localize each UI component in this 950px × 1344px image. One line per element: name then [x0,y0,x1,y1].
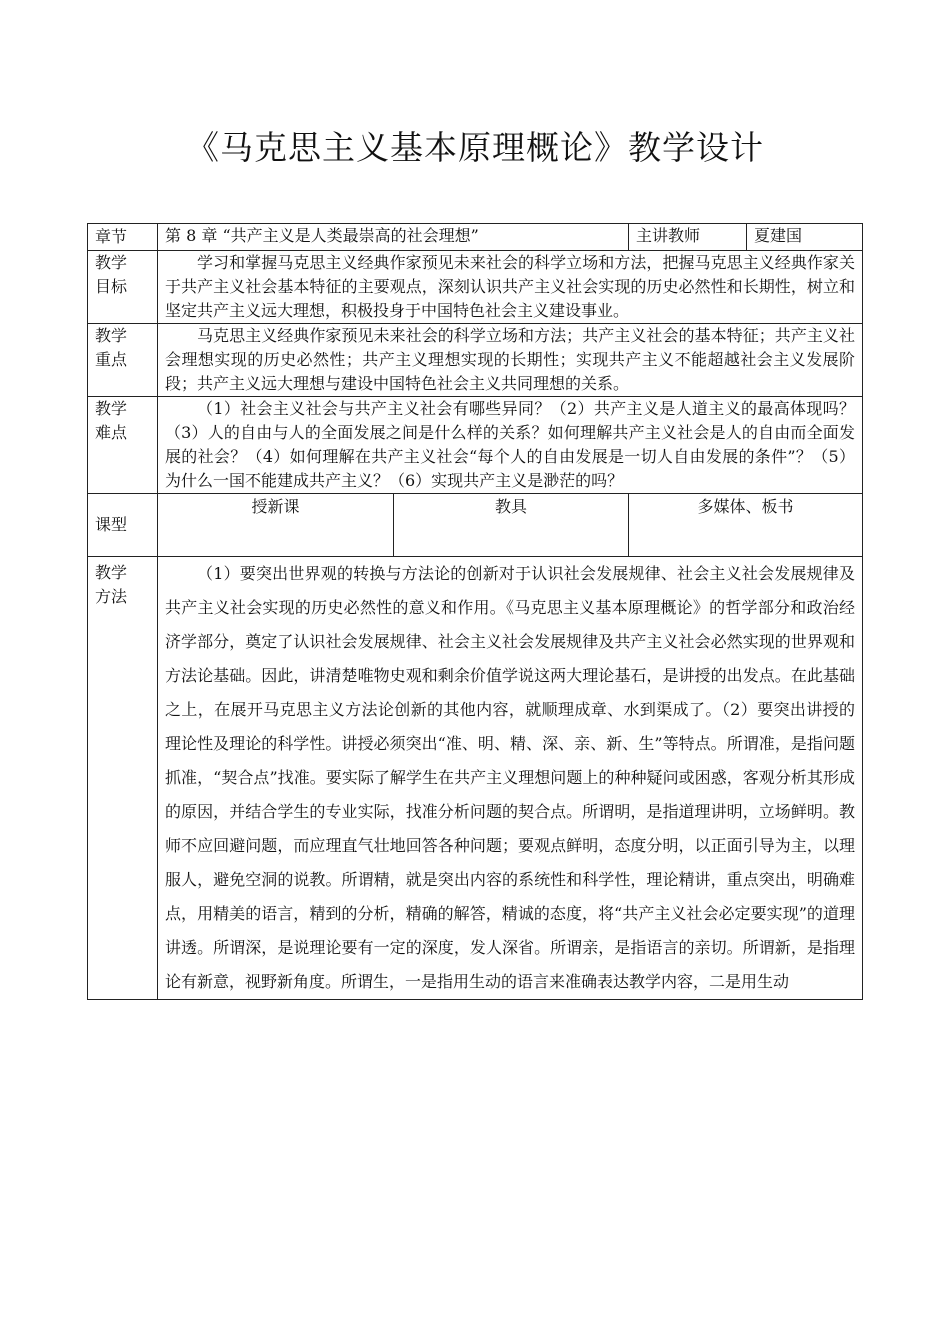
methods-row [88,557,863,1000]
teacher-label: 主讲教师 [629,224,747,251]
chapter-label: 章节 [88,224,158,251]
chapter-row [88,224,863,251]
key-points-row [88,324,863,397]
teaching-tools-value: 多媒体、板书 [629,494,863,557]
teaching-design-table [87,223,863,1000]
difficulties-text: （1）社会主义社会与共产主义社会有哪些异同？（2）共产主义是人道主义的最高体现吗？（3）人的自由与人的全面发展之间是什么样的关系？如何理解共产主义社会是人的自由而全面发展的社会？（4）如何理解在共产主义社会“每个人的自由发展是一切人自由发展的条件”？（5）为什么一国不能建成共产主义？（6）实现共产主义是渺茫的吗？ [158,397,863,494]
chapter-value: 第 8 章 “共产主义是人类最崇高的社会理想” [158,224,629,251]
key-points-text: 马克思主义经典作家预见未来社会的科学立场和方法；共产主义社会的基本特征；共产主义社会理想实现的历史必然性；共产主义理想实现的长期性；实现共产主义不能超越社会主义发展阶段；共产主义远大理想与建设中国特色社会主义共同理想的关系。 [158,324,863,397]
teaching-tools-label: 教具 [394,494,629,557]
course-type-value: 授新课 [158,494,394,557]
objectives-row [88,251,863,324]
objectives-text: 学习和掌握马克思主义经典作家预见未来社会的科学立场和方法，把握马克思主义经典作家关于共产主义社会基本特征的主要观点，深刻认识共产主义社会实现的历史必然性和长期性，树立和坚定共产主义远大理想，积极投身于中国特色社会主义建设事业。 [158,251,863,324]
objectives-label: 教学 目标 [88,251,158,324]
difficulties-row [88,397,863,494]
key-points-label: 教学 重点 [88,324,158,397]
methods-text: （1）要突出世界观的转换与方法论的创新对于认识社会发展规律、社会主义社会发展规律及共产主义社会实现的历史必然性的意义和作用。《马克思主义基本原理概论》的哲学部分和政治经济学部分，奠定了认识社会发展规律、社会主义社会发展规律及共产主义社会必然实现的世界观和方法论基础。因此，讲清楚唯物史观和剩余价值学说这两大理论基石，是讲授的出发点。在此基础之上，在展开马克思主义方法论创新的其他内容，就顺理成章、水到渠成了。（2）要突出讲授的理论性及理论的科学性。讲授必须突出“准、明、精、深、亲、新、生”等特点。所谓准，是指问题抓准，“契合点”找准。要实际了解学生在共产主义理想问题上的种种疑问或困惑，客观分析其形成的原因，并结合学生的专业实际，找准分析问题的契合点。所谓明，是指道理讲明，立场鲜明。教师不应回避问题，而应理直气壮地回答各种问题；要观点鲜明，态度分明，以正面引导为主，以理服人，避免空洞的说教。所谓精，就是突出内容的系统性和科学性，理论精讲，重点突出，明确难点，用精美的语言，精到的分析，精确的解答，精诚的态度，将“共产主义社会必定要实现”的道理讲透。所谓深，是说理论要有一定的深度，发人深省。所谓亲，是指语言的亲切。所谓新，是指理论有新意，视野新角度。所谓生，一是指用生动的语言来准确表达教学内容，二是用生动 [158,557,863,1000]
methods-label: 教学 方法 [88,557,158,1000]
difficulties-label: 教学 难点 [88,397,158,494]
course-type-label: 课型 [88,494,158,557]
course-type-row [88,494,863,557]
teacher-value: 夏建国 [747,224,863,251]
document-title: 《马克思主义基本原理概论》教学设计 [186,128,764,167]
